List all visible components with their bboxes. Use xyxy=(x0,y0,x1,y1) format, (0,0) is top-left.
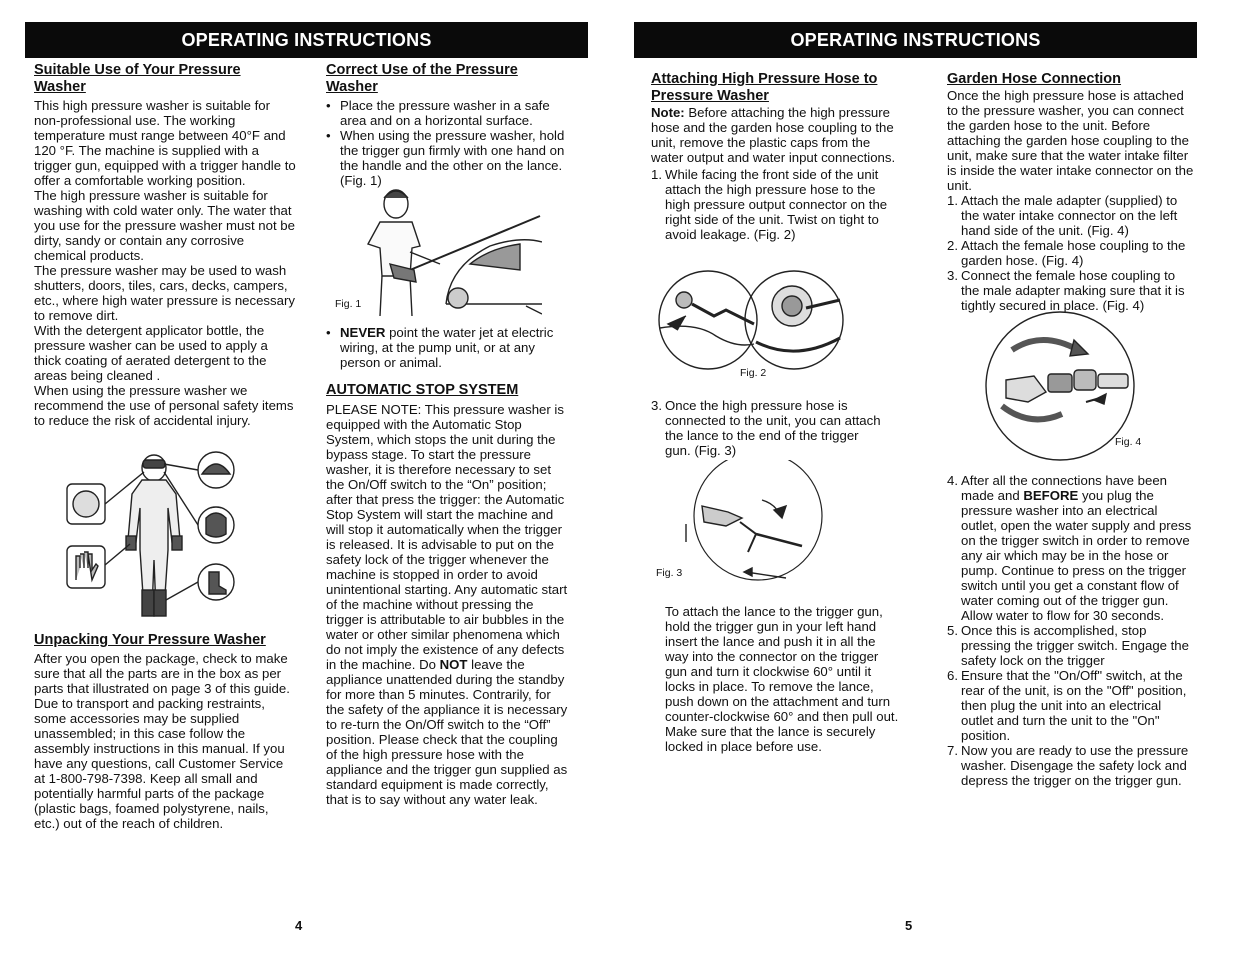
bullet-2-text: When using the pressure washer, hold the trigger gun firmly with one hand on the handle and the other on the lance. (Fig. 1) xyxy=(340,128,565,188)
suitable-paragraph-3: The pressure washer may be used to wash shutters, doors, tiles, cars, decks, campers, etc., where high water pressure is necessary to remove dirt. xyxy=(34,263,295,323)
automatic-stop-heading: AUTOMATIC STOP SYSTEM xyxy=(326,382,519,398)
final-steps-section xyxy=(947,473,1197,788)
correct-use-bullet-2 xyxy=(326,128,571,188)
auto-not-bold: NOT xyxy=(439,657,468,672)
page-number-left: 4 xyxy=(295,918,303,933)
unpacking-paragraph: After you open the package, check to make sure that all the parts are in the box as per parts that illustrated on page 3 of this guide. Due to transport and packing restraints, some accessories may be supplied unassembled; in this case follow the assembly instructions in this manual. If you have any questions, call Customer Service at 1-800-798-7398. Keep all small and potentially harmful parts of the package (plastic bags, foamed polystyrene, nails, etc.) out of the reach of children. xyxy=(34,651,290,831)
left-column-1 xyxy=(34,62,296,428)
correct-use-bullet-1 xyxy=(326,98,571,128)
right-column-2 xyxy=(947,71,1197,313)
garden-hose-paragraph: Once the high pressure hose is attached to the pressure washer, you can connect the garden hose to the unit. Before attaching the garden hose coupling to the unit, make sure that the water intake filter is inside the water intake connector on the unit. xyxy=(947,88,1194,193)
garden-step-2 xyxy=(947,238,1197,268)
s4-bold: BEFORE xyxy=(1023,488,1079,503)
g1-number: 1. xyxy=(947,193,958,208)
attach-step-3-section xyxy=(651,398,881,458)
step-1-text: While facing the front side of the unit attach the high pressure hose to the high pressure output connector on the right side of the unit. Twist on tight to avoid leakage. (Fig. 2) xyxy=(665,167,888,242)
safety-equipment-illustration xyxy=(64,450,244,622)
lance-instructions xyxy=(665,604,901,754)
page-number-right: 5 xyxy=(905,918,913,933)
never-bullet-text: point the water jet at electric wiring, at the pump unit, or at any person or animal. xyxy=(340,325,554,370)
s6-number: 6. xyxy=(947,668,958,683)
s4-text-a: After all the connections have been made and xyxy=(961,473,1168,503)
fig3-label: Fig. 3 xyxy=(656,567,683,579)
left-banner-title: OPERATING INSTRUCTIONS xyxy=(181,29,432,50)
left-column-2 xyxy=(326,62,571,188)
fig2-label: Fig. 2 xyxy=(740,367,767,379)
s7-text: Now you are ready to use the pressure washer. Disengage the safety lock and depress the trigger on the trigger gun. xyxy=(961,743,1189,788)
final-step-6 xyxy=(947,668,1197,743)
right-banner-title: OPERATING INSTRUCTIONS xyxy=(790,29,1041,50)
s5-text: Once this is accomplished, stop pressing the trigger switch. Engage the safety lock on the trigger xyxy=(961,623,1189,668)
note-text: Before attaching the high pressure hose and the garden hose coupling to the unit, remove the plastic caps from the water output and water input connections. xyxy=(651,105,896,165)
final-step-7 xyxy=(947,743,1197,788)
g1-text: Attach the male adapter (supplied) to the water intake connector on the left hand side of the unit. (Fig. 4) xyxy=(961,193,1178,238)
g3-text: Connect the female hose coupling to the male adapter making sure that it is tightly secured in place. (Fig. 4) xyxy=(961,268,1185,313)
attach-step-1 xyxy=(651,167,897,242)
g2-text: Attach the female hose coupling to the garden hose. (Fig. 4) xyxy=(961,238,1186,268)
attach-step-3 xyxy=(651,398,881,458)
fig2-illustration xyxy=(656,268,846,372)
auto-text-part-2: leave the appliance unattended during the standby for more than 5 minutes. Contrarily, for the safety of the appliance it is necessary to re-turn the On/Off switch to the “Off” position. Please check that the coupling of the high pressure hose with the appliance and the trigger gun supplied as standard equipment is made correctly, that is to say without any water leak. xyxy=(326,657,568,807)
step-1-number: 1. xyxy=(651,167,662,182)
left-page-banner xyxy=(25,22,588,58)
suitable-paragraph-5: When using the pressure washer we recommend the use of personal safety items to reduce the risk of accidental injury. xyxy=(34,383,294,428)
s4-number: 4. xyxy=(947,473,958,488)
g3-number: 3. xyxy=(947,268,958,283)
suitable-use-heading: Suitable Use of Your Pressure Washer xyxy=(34,62,241,95)
g2-number: 2. xyxy=(947,238,958,253)
suitable-paragraph-2: The high pressure washer is suitable for washing with cold water only. The water that you use for the pressure washer must not be dirty, sandy or contain any corrosive chemical products. xyxy=(34,188,295,263)
lance-paragraph: To attach the lance to the trigger gun, hold the trigger gun in your left hand insert the lance and push it in all the way into the connector on the trigger gun and turn it clockwise 60° until it locks in place. To remove the lance, push down on the attachment and turn counter-clockwise 60° and then pull out. Make sure that the lance is securely locked in place before use. xyxy=(665,604,899,754)
s7-number: 7. xyxy=(947,743,958,758)
fig4-label: Fig. 4 xyxy=(1115,436,1142,448)
s4-text-b: you plug the pressure washer into an electrical outlet, open the water supply and press on the trigger switch in order to remove any air which may be in the hose or pump. Continue to press on the trigger switch until you get a constant flow of water coming out of the trigger gun. Allow water to flow for 30 seconds. xyxy=(961,488,1192,623)
s5-number: 5. xyxy=(947,623,958,638)
fig3-illustration xyxy=(682,460,826,584)
never-and-auto-stop-section xyxy=(326,325,571,807)
correct-use-heading: Correct Use of the Pressure Washer xyxy=(326,62,518,95)
automatic-stop-paragraph xyxy=(326,402,571,807)
step-3-text: Once the high pressure hose is connected to the unit, you can attach the lance to the end of the trigger gun. (Fig. 3) xyxy=(665,398,881,458)
never-bullet xyxy=(326,325,571,370)
never-bold-word: NEVER xyxy=(340,325,386,340)
right-column-1 xyxy=(651,71,897,242)
auto-text-part-1: PLEASE NOTE: This pressure washer is equipped with the Automatic Stop System, which stops the unit during the bypass stage. To start the pressure washer, it is therefore necessary to set the On/Off switch to the “On” position; after that press the trigger: the Automatic Stop System will start the machine and will stop it automatically when the trigger is released. It is advisable to put on the safety lock of the trigger whenever the machine is stopped in order to avoid unintentional starting. Any automatic start of the machine without pressing the trigger is attributable to air bubbles in the water or other similar phenomena which do not imply the existence of any defects in the machine. Do xyxy=(326,402,568,672)
suitable-paragraph-4: With the detergent applicator bottle, the pressure washer can be used to apply a thick coating of aerated detergent to the areas being cleaned . xyxy=(34,323,268,383)
fig1-illustration xyxy=(350,186,542,318)
note-bold: Note: xyxy=(651,105,685,120)
suitable-paragraph-1: This high pressure washer is suitable for non-professional use. The working temperature must range between 40°F and 120 °F. The machine is supplied with a trigger gun, equipped with a trigger handle to offer a comfortable working position. xyxy=(34,98,296,188)
unpacking-section xyxy=(34,632,296,831)
note-paragraph xyxy=(651,105,897,165)
s6-text: Ensure that the "On/Off" switch, at the rear of the unit, is on the "Off" position, then plug the unit into an electrical outlet and turn the unit to the "On" position. xyxy=(961,668,1187,743)
garden-step-3 xyxy=(947,268,1197,313)
final-step-5 xyxy=(947,623,1197,668)
final-step-4 xyxy=(947,473,1197,623)
attach-hose-heading: Attaching High Pressure Hose to Pressure Washer xyxy=(651,71,878,104)
right-page-banner xyxy=(634,22,1197,58)
bullet-1-text: Place the pressure washer in a safe area and on a horizontal surface. xyxy=(340,98,550,128)
garden-step-1 xyxy=(947,193,1197,238)
step-3-number: 3. xyxy=(651,398,662,413)
garden-hose-heading: Garden Hose Connection xyxy=(947,71,1122,87)
unpacking-heading: Unpacking Your Pressure Washer xyxy=(34,632,266,648)
fig1-label: Fig. 1 xyxy=(335,298,362,310)
